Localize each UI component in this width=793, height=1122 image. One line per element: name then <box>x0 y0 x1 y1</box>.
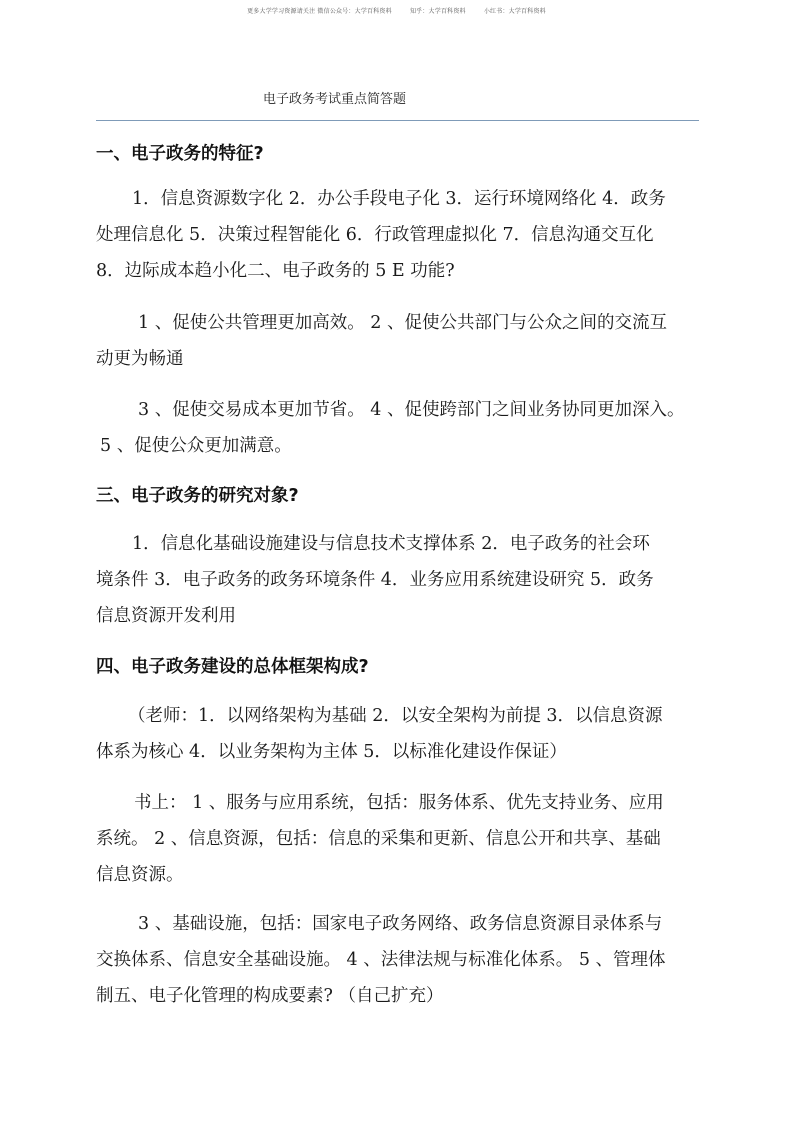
top-banner <box>0 6 793 15</box>
text-line: 动更为畅通 <box>96 349 184 369</box>
text-line: 3 、促使交易成本更加节省。 4 、促使跨部门之间业务协同更加深入。 <box>138 400 685 420</box>
banner-wechat: 更多大学学习资源请关注 微信公众号：大学百科资料 <box>247 8 392 15</box>
section-heading-research-objects: 三、电子政务的研究对象? <box>96 486 299 506</box>
text-line: 1．信息资源数字化 2．办公手段电子化 3．运行环境网络化 4．政务 <box>132 189 666 209</box>
text-line: 书上： 1 、服务与应用系统，包括：服务体系、优先支持业务、应用 <box>134 793 664 813</box>
text-line: 1．信息化基础设施建设与信息技术支撑体系 2．电子政务的社会环 <box>132 534 650 554</box>
section-heading-features: 一、电子政务的特征? <box>96 144 264 164</box>
section-heading-framework: 四、电子政务建设的总体框架构成? <box>96 657 369 677</box>
paragraph-framework-book <box>96 785 706 893</box>
text-line: 系统。 2 、信息资源，包括：信息的采集和更新、信息公开和共享、基础 <box>96 829 661 849</box>
text-line: 体系为核心 4．以业务架构为主体 5．以标准化建设作保证） <box>96 742 567 762</box>
title-divider <box>96 120 699 121</box>
paragraph-framework-teacher <box>96 698 706 770</box>
text-line: 5 、促使公众更加满意。 <box>100 436 292 456</box>
text-line: 信息资源。 <box>96 865 184 885</box>
paragraph-framework-infrastructure <box>96 906 706 1014</box>
text-line: 处理信息化 5．决策过程智能化 6．行政管理虚拟化 7．信息沟通交互化 <box>96 225 654 245</box>
document-title: 电子政务考试重点简答题 <box>263 92 407 107</box>
text-line: 交换体系、信息安全基础设施。 4 、法律法规与标准化体系。 5 、管理体 <box>96 950 666 970</box>
text-line: 3 、基础设施，包括：国家电子政务网络、政务信息资源目录体系与 <box>138 914 663 934</box>
banner-zhihu: 知乎：大学百科资料 <box>409 8 466 15</box>
text-line: （老师：1．以网络架构为基础 2．以安全架构为前提 3．以信息资源 <box>128 706 663 726</box>
text-line: 8．边际成本趋小化二、电子政务的 5 E 功能? <box>96 261 455 281</box>
text-line: 信息资源开发利用 <box>96 606 236 626</box>
text-line: 1 、促使公共管理更加高效。 2 、促使公共部门与公众之间的交流互 <box>138 313 667 333</box>
paragraph-research-objects <box>96 526 706 634</box>
text-line: 制五、电子化管理的构成要素? （自己扩充） <box>96 986 444 1006</box>
paragraph-features-list <box>96 181 706 289</box>
paragraph-5e-functions-2 <box>96 392 706 464</box>
paragraph-5e-functions-1 <box>96 305 706 377</box>
text-line: 境条件 3．电子政务的政务环境条件 4．业务应用系统建设研究 5．政务 <box>96 570 654 590</box>
banner-xiaohongshu: 小红书：大学百科资料 <box>483 8 546 15</box>
